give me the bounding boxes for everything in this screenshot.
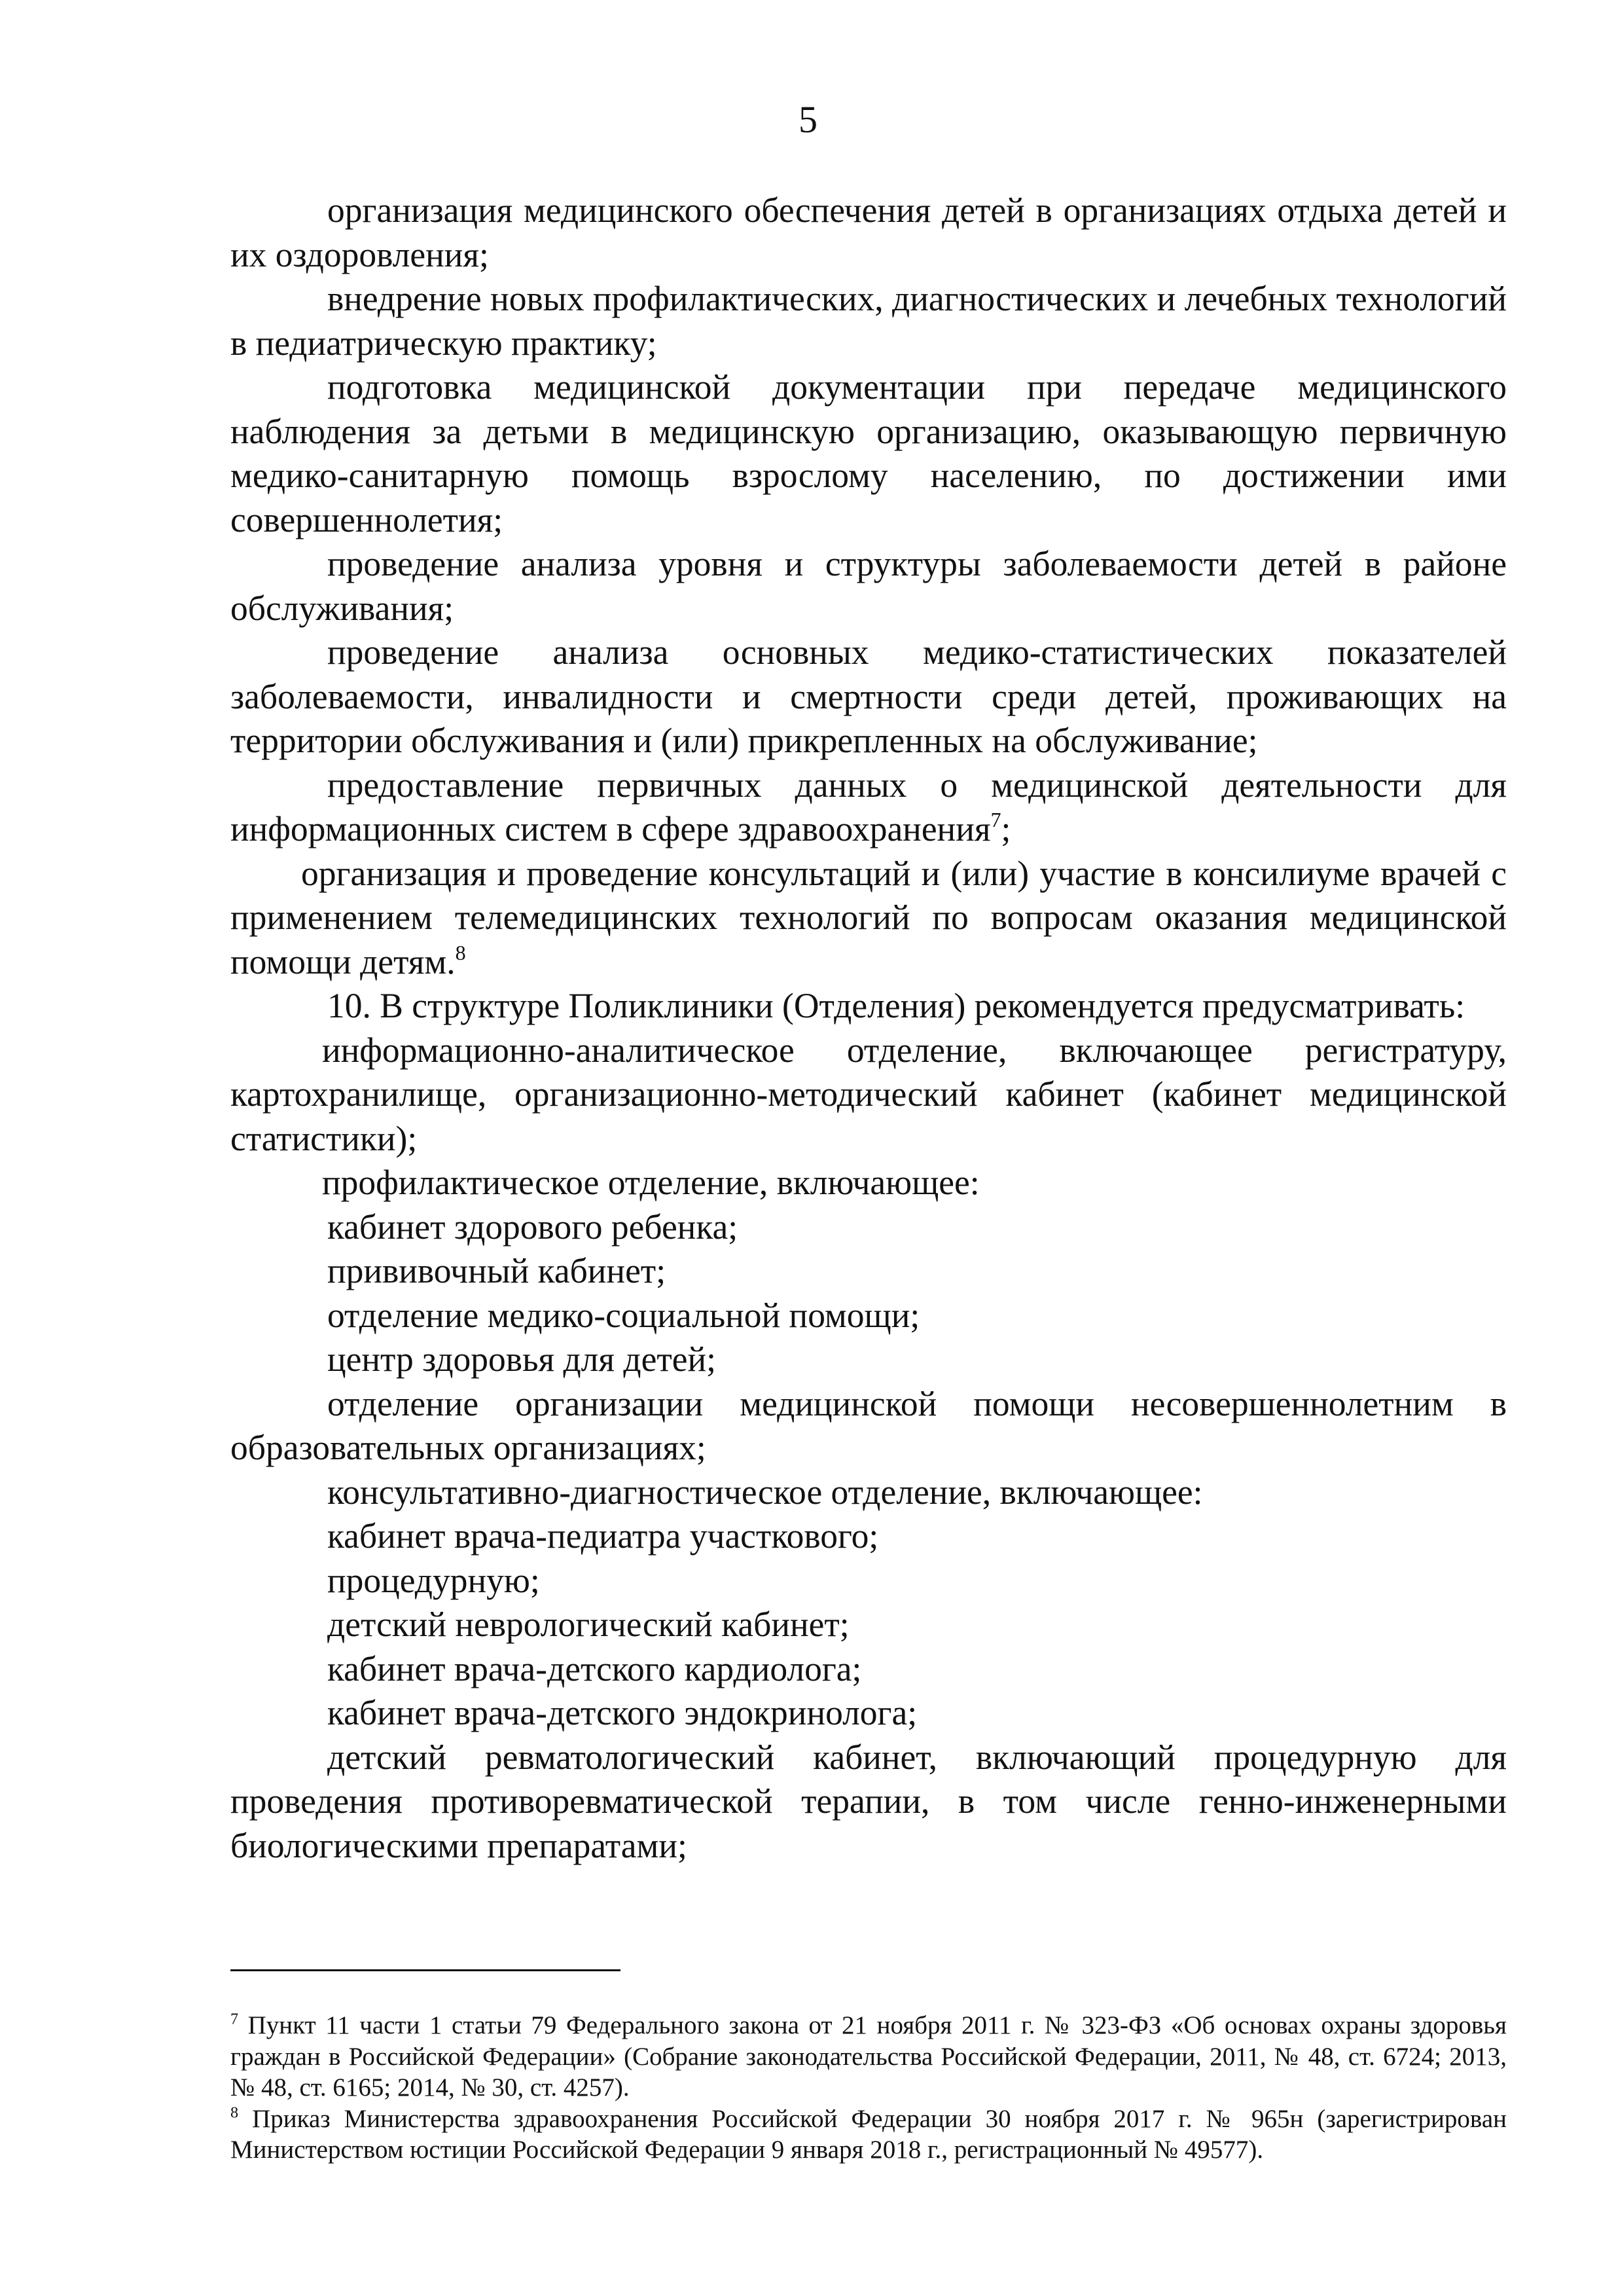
structure-item: профилактическое отделение, включающее:	[322, 1163, 980, 1202]
paragraph-text: предоставление первичных данных о медицинской деятельности для информационных систем в сфере здравоохранения	[230, 765, 1507, 848]
structure-item: центр здоровья для детей;	[327, 1339, 716, 1379]
footnote-ref-8: 8	[455, 940, 466, 964]
structure-item: консультативно-диагностическое отделение, включающее:	[327, 1472, 1203, 1512]
structure-item: отделение организации медицинской помощи несовершеннолетним в образовательных организациях;	[230, 1383, 1507, 1467]
paragraph: проведение анализа уровня и структуры заболеваемости детей в районе обслуживания;	[230, 544, 1507, 628]
paragraph-with-footnote-7	[230, 763, 1507, 852]
structure-item: кабинет врача-педиатра участкового;	[327, 1516, 879, 1556]
section-10-heading: 10. В структуре Поликлиники (Отделения) рекомендуется предусматривать:	[327, 986, 1465, 1025]
paragraph-with-footnote-8	[230, 852, 1507, 985]
footnote-number: 7	[230, 2010, 239, 2028]
footnote-text: Приказ Министерства здравоохранения Российской Федерации 30 ноября 2017 г. № 965н (зарегистрирован Министерством юстиции Российской Федерации 9 января 2018 г., регистрационный № 49577).	[230, 2104, 1507, 2164]
paragraph-text: организация и проведение консультаций и (или) участие в консилиуме врачей с применением телемедицинских технологий по вопросам оказания медицинской помощи детям.	[230, 853, 1507, 981]
paragraph: внедрение новых профилактических, диагностических и лечебных технологий в педиатрическую практику;	[230, 279, 1507, 363]
footnote-7	[230, 2010, 1507, 2104]
page-number: 5	[799, 98, 817, 141]
paragraph: организация медицинского обеспечения детей в организациях отдыха детей и их оздоровления;	[230, 191, 1507, 274]
structure-item: детский ревматологический кабинет, включающий процедурную для проведения противоревматической терапии, в том числе генно-инженерными биологическими препаратами;	[230, 1737, 1507, 1865]
footnote-ref-7: 7	[990, 808, 1001, 832]
structure-item: информационно-аналитическое отделение, включающее регистратуру, картохранилище, организационно-методический кабинет (кабинет медицинской статистики);	[230, 1030, 1507, 1158]
structure-item: прививочный кабинет;	[327, 1251, 666, 1290]
footnote-number: 8	[230, 2104, 239, 2121]
paragraph: подготовка медицинской документации при передаче медицинского наблюдения за детьми в медицинскую организацию, оказывающую первичную медико-санитарную помощь взрослому населению, по достижении ими совершеннолетия;	[230, 367, 1507, 539]
footnote-text: Пункт 11 части 1 статьи 79 Федерального закона от 21 ноября 2011 г. № 323-ФЗ «Об основах охраны здоровья граждан в Российской Федерации» (Собрание законодательства Российской Федерации, 2011, № 48, ст. 6724; 2013, № 48, ст. 6165; 2014, № 30, ст. 4257).	[230, 2011, 1507, 2102]
document-body	[230, 189, 1507, 1868]
paragraph: проведение анализа основных медико-статистических показателей заболеваемости, инвалидности и смертности среди детей, проживающих на территории обслуживания и (или) прикрепленных на обслуживание;	[230, 632, 1507, 760]
footnote-8	[230, 2104, 1507, 2166]
structure-item: кабинет здорового ребенка;	[327, 1207, 738, 1247]
footnote-divider	[230, 1969, 620, 1971]
structure-item: кабинет врача-детского эндокринолога;	[327, 1693, 918, 1732]
structure-item: детский неврологический кабинет;	[327, 1605, 850, 1644]
structure-item: процедурную;	[327, 1560, 540, 1600]
footnotes	[230, 2010, 1507, 2166]
paragraph-end: ;	[1001, 809, 1011, 848]
structure-item: кабинет врача-детского кардиолога;	[327, 1649, 862, 1688]
structure-item: отделение медико-социальной помощи;	[327, 1295, 920, 1335]
